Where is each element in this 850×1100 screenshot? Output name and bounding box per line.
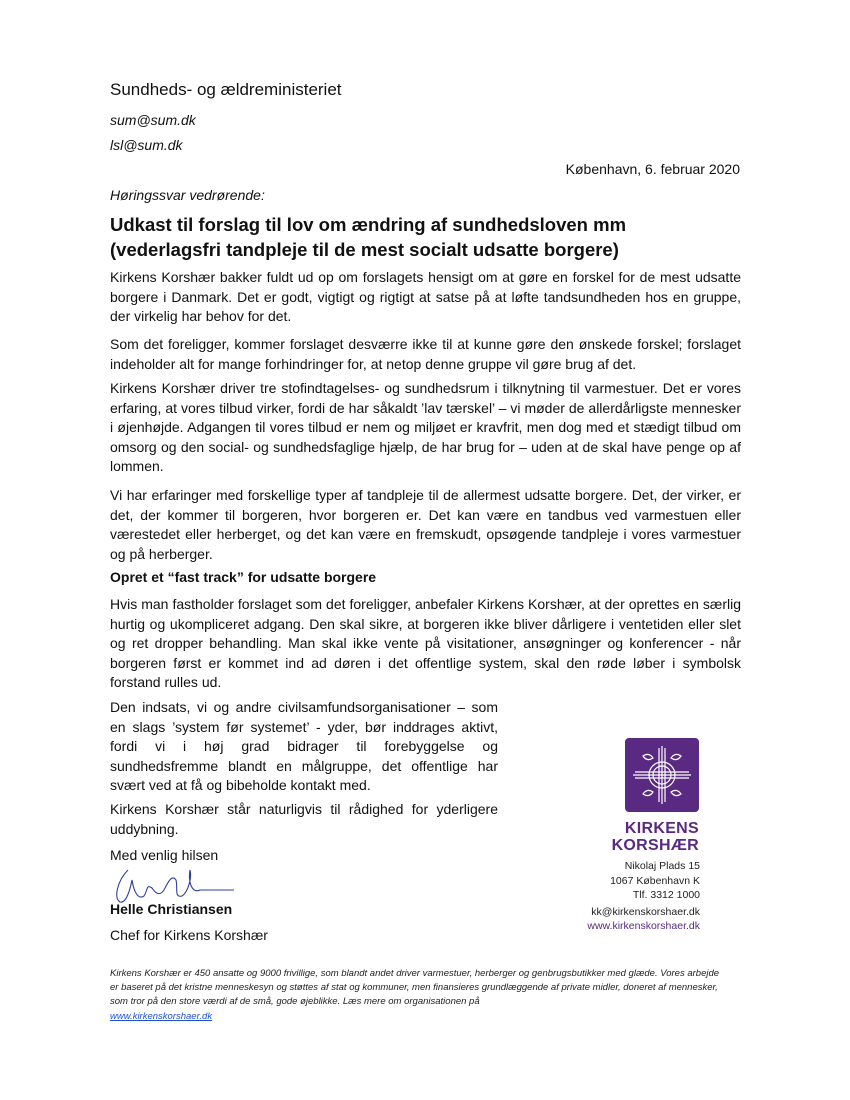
body-paragraph-1: Kirkens Korshær bakker fuldt ud op om forslagets hensigt om at gøre en forskel for de mest udsatte borgere i Danmark. Det er godt, vigtigt og rigtigt at satse på at løfte tandsundheden hos en gruppe, der virkelig har behov for det. bbox=[110, 269, 741, 324]
footer-text: Kirkens Korshær er 450 ansatte og 9000 frivillige, som blandt andet driver varmestuer, herberger og genbrugsbutikker med glæde. Vores arbejde er baseret på det kristne menneskesyn og støttes af stat og kommuner, men finansieres grundlæggende af private midler, doneret af mennesker, som tror på den store værdi af de små, gode øjeblikke. Læs mere om organisationen på bbox=[110, 968, 720, 1007]
fast-track-heading: Opret et “fast track” for udsatte borgere bbox=[110, 569, 377, 585]
fast-track-paragraph: Hvis man fastholder forslaget som det foreligger, anbefaler Kirkens Korshær, at der oprettes en særlig hurtig og ukompliceret adgang. Den skal sikre, at borgeren ikke bliver dårligere i ventetiden eller slet og ret dropper behandling. Man skal ikke vente på visitationer, ansøgninger og konferencer - når borgeren først er kommet ind ad døren i det offentlige system, skal den røde løber i symbolsk forstand rulles ud. bbox=[110, 596, 741, 690]
org-address-street: Nikolaj Plads 15 bbox=[624, 860, 700, 872]
footer-link[interactable]: www.kirkenskorshaer.dk bbox=[110, 1011, 213, 1022]
org-phone: Tlf. 3312 1000 bbox=[632, 889, 700, 901]
org-email[interactable]: kk@kirkenskorshaer.dk bbox=[591, 906, 700, 918]
logo-wordmark bbox=[595, 820, 699, 854]
dateline: København, 6. februar 2020 bbox=[565, 161, 740, 177]
recipient-email-2[interactable]: lsl@sum.dk bbox=[110, 137, 183, 153]
logo-wordmark-line-1: KIRKENS bbox=[624, 820, 699, 837]
kirkens-korshaer-logo bbox=[625, 738, 699, 812]
signer-name: Helle Christiansen bbox=[110, 901, 233, 917]
civil-society-paragraph: Den indsats, vi og andre civilsamfundsorganisationer – som en slags ’system før systemet’ - yder, bør inddrages aktivt, fordi vi i høj grad bidrager til forebyggelse og sundhedsfremme blandt en målgruppe, det offentlige har svært ved at få og bibeholde kontakt med. bbox=[110, 699, 498, 793]
recipient-email-1[interactable]: sum@sum.dk bbox=[110, 112, 196, 128]
availability-paragraph: Kirkens Korshær står naturligvis til rådighed for yderligere uddybning. bbox=[110, 801, 498, 837]
letter-title: Udkast til forslag til lov om ændring af sundhedsloven mm (vederlagsfri tandpleje til de mest socialt udsatte borgere) bbox=[110, 214, 627, 260]
body-paragraph-4: Vi har erfaringer med forskellige typer af tandpleje til de allermest udsatte borgere. Det, der virker, er det, der kommer til borgeren, hvor borgeren er. Det kan være en tandbus ved varmestuen eller værestedet eller herberget, og det kan være en fremskudt, opsøgende tandpleje i vores varmestuer og på herberger. bbox=[110, 487, 741, 562]
logo-wordmark-line-2: KORSHÆR bbox=[611, 837, 699, 854]
closing-greeting: Med venlig hilsen bbox=[110, 847, 219, 863]
recipient-name: Sundheds- og ældreministeriet bbox=[110, 80, 342, 99]
org-address-city: 1067 København K bbox=[610, 875, 700, 887]
body-paragraph-3: Kirkens Korshær driver tre stofindtagelses- og sundhedsrum i tilknytning til varmestuer. Det er vores erfaring, at vores tilbud virker, fordi de har såkaldt ’lav tærskel’ – vi møder de allerdårligste mennesker i øjenhøjde. Adgangen til vores tilbud er nem og miljøet er kravfrit, men dog med et stædigt tilbud om omsorg og den social- og sundhedsfaglige hjælp, de har brug for – uden at de skal have penge op af lommen. bbox=[110, 380, 741, 474]
hoering-label: Høringssvar vedrørende: bbox=[110, 187, 265, 203]
body-paragraph-2: Som det foreligger, kommer forslaget desværre ikke til at kunne gøre den ønskede forskel; forslaget indeholder alt for mange forhindringer for, at netop denne gruppe vil gøre brug af det. bbox=[110, 336, 741, 372]
org-website[interactable]: www.kirkenskorshaer.dk bbox=[587, 920, 700, 932]
signer-title: Chef for Kirkens Korshær bbox=[110, 927, 268, 943]
cross-emblem-icon bbox=[625, 738, 699, 812]
